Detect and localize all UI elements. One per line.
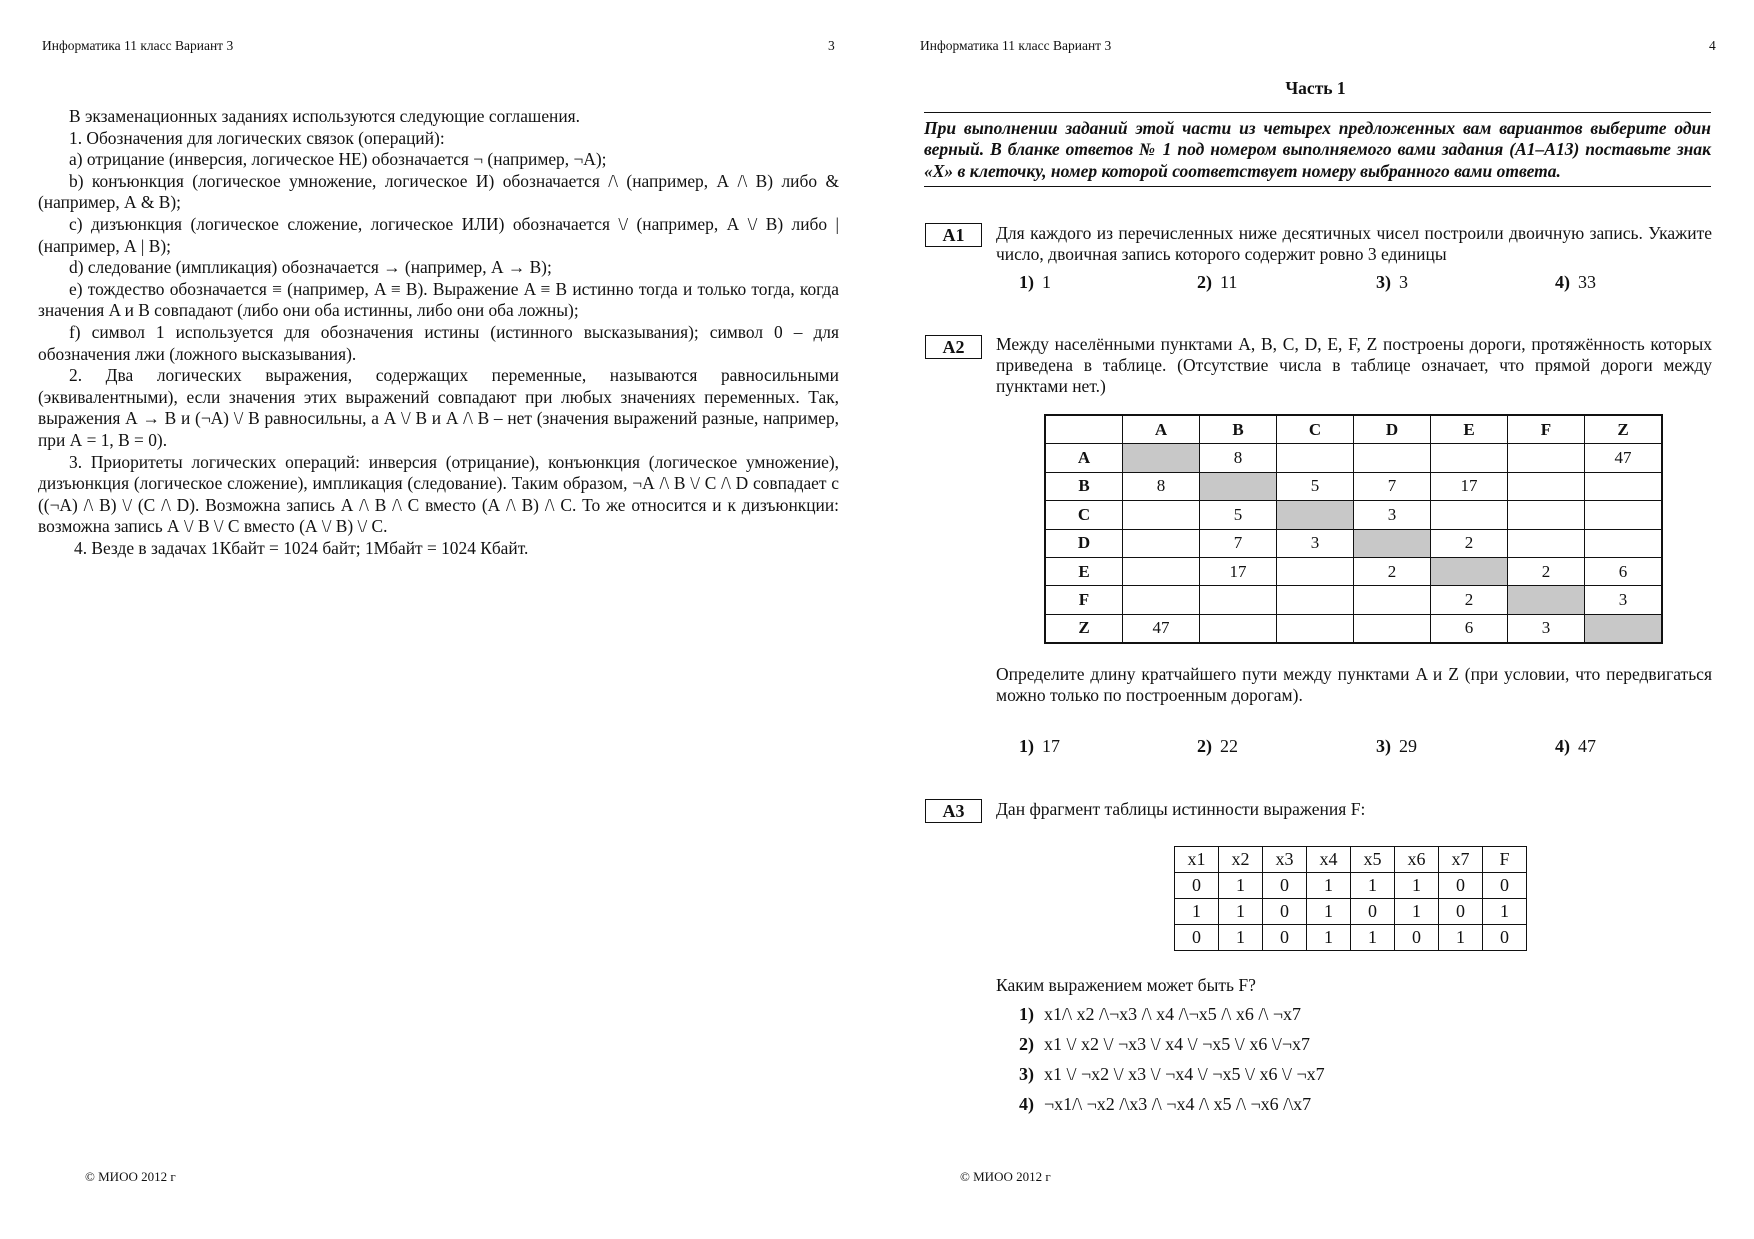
table-cell <box>1200 614 1277 643</box>
table-row <box>1045 586 1662 614</box>
table-cell <box>1431 444 1508 472</box>
table-header-cell: D <box>1354 415 1431 444</box>
page-footer: © МИОО 2012 г <box>960 1169 1051 1184</box>
table-row <box>1045 444 1662 472</box>
table-header-cell: x2 <box>1219 847 1263 873</box>
answer-option: 1) x1/\ x2 /\¬x3 /\ x4 /\¬x5 /\ x6 /\ ¬x7 <box>1019 1004 1301 1024</box>
table-header-cell: A <box>1123 415 1200 444</box>
table-header-cell: x4 <box>1307 847 1351 873</box>
conventions-item: 2. Два логических выражения, содержащих переменные, называются равносильными (эквивалентными), если значения этих выражений совпадают при любых значениях переменных. Так, выражения А → В и (¬А) \/ В равносильны, а А \/ В и А /\ В – нет (значения выражений разные, например, при А = 1, В = 0). <box>38 365 839 450</box>
table-cell <box>1508 501 1585 529</box>
table-cell: 1 <box>1351 873 1395 899</box>
table-header-cell: x7 <box>1439 847 1483 873</box>
answer-option: 3) 29 <box>1376 736 1417 756</box>
question-text-a2: Между населёнными пунктами A, B, C, D, E, F, Z построены дороги, протяжённость которых приведена в таблице. (Отсутствие числа в таблице означает, что прямой дороги между пунктами нет.) <box>996 334 1712 397</box>
table-cell: 8 <box>1200 444 1277 472</box>
conventions-item: 1. Обозначения для логических связок (операций): <box>69 127 445 148</box>
table-header-cell: x1 <box>1175 847 1219 873</box>
answer-option: 4) 47 <box>1555 736 1596 756</box>
table-row <box>1045 614 1662 643</box>
row-label: A <box>1045 444 1123 472</box>
table-cell: 1 <box>1175 899 1219 925</box>
question-text-a1: Для каждого из перечисленных ниже десятичных чисел построили двоичную запись. Укажите число, двоичная запись которого содержит ровно 3 единицы <box>996 223 1712 265</box>
table-cell: 1 <box>1439 925 1483 951</box>
table-cell: 2 <box>1431 529 1508 557</box>
table-cell <box>1431 501 1508 529</box>
question-text-a3: Дан фрагмент таблицы истинности выражения F: <box>996 799 1366 819</box>
table-cell: 1 <box>1395 899 1439 925</box>
table-cell <box>1585 501 1663 529</box>
table-cell: 2 <box>1354 557 1431 585</box>
table-header-cell: F <box>1483 847 1527 873</box>
conventions-item: d) следование (импликация) обозначается → (например, А → В); <box>69 257 552 278</box>
table-cell: 0 <box>1175 873 1219 899</box>
table-cell: 3 <box>1585 586 1663 614</box>
table-header-cell: x6 <box>1395 847 1439 873</box>
conventions-block <box>38 106 839 559</box>
answer-option: 1) 1 <box>1019 272 1051 292</box>
table-cell: 47 <box>1585 444 1663 472</box>
table-row <box>1045 557 1662 585</box>
table-cell-shaded <box>1508 586 1585 614</box>
table-cell <box>1354 586 1431 614</box>
table-cell-shaded <box>1585 614 1663 643</box>
answer-option: 1) 17 <box>1019 736 1060 756</box>
table-cell: 2 <box>1508 557 1585 585</box>
table-cell: 8 <box>1123 472 1200 500</box>
question-label-a2: А2 <box>925 335 982 359</box>
table-cell: 0 <box>1263 899 1307 925</box>
part-title: Часть 1 <box>1285 78 1346 98</box>
answer-option: 2) 11 <box>1197 272 1238 292</box>
table-header-row <box>1045 415 1662 444</box>
table-header-cell: C <box>1277 415 1354 444</box>
table-cell: 5 <box>1200 501 1277 529</box>
table-cell: 0 <box>1483 873 1527 899</box>
table-cell: 0 <box>1395 925 1439 951</box>
table-cell <box>1277 444 1354 472</box>
table-cell <box>1123 557 1200 585</box>
table-cell: 1 <box>1219 873 1263 899</box>
table-cell: 1 <box>1219 899 1263 925</box>
answer-option: 3) x1 \/ ¬x2 \/ x3 \/ ¬x4 \/ ¬x5 \/ x6 \/ ¬x7 <box>1019 1064 1325 1084</box>
table-cell-shaded <box>1277 501 1354 529</box>
table-cell <box>1354 444 1431 472</box>
question-label-a1: А1 <box>925 223 982 247</box>
row-label: C <box>1045 501 1123 529</box>
table-cell <box>1585 472 1663 500</box>
page-header: Информатика 11 класс Вариант 3 <box>42 38 234 53</box>
table-cell: 0 <box>1351 899 1395 925</box>
table-cell-shaded <box>1354 529 1431 557</box>
table-cell: 17 <box>1200 557 1277 585</box>
table-cell <box>1200 586 1277 614</box>
page-number: 3 <box>828 38 835 53</box>
conventions-item: f) символ 1 используется для обозначения истины (истинного высказывания); символ 0 – для обозначения лжи (ложного высказывания). <box>38 321 839 364</box>
conventions-intro: В экзаменационных заданиях используются следующие соглашения. <box>69 106 580 126</box>
page-number: 4 <box>1709 38 1716 53</box>
page-footer: © МИОО 2012 г <box>85 1169 176 1184</box>
table-cell: 0 <box>1175 925 1219 951</box>
table-cell: 6 <box>1585 557 1663 585</box>
table-header-cell: x3 <box>1263 847 1307 873</box>
distance-table <box>1044 414 1663 644</box>
table-cell <box>1123 586 1200 614</box>
table-header-cell: B <box>1200 415 1277 444</box>
row-label: Z <box>1045 614 1123 643</box>
table-cell: 0 <box>1483 925 1527 951</box>
table-row <box>1175 873 1527 899</box>
table-cell <box>1277 557 1354 585</box>
row-label: E <box>1045 557 1123 585</box>
answer-option: 4) 33 <box>1555 272 1596 292</box>
table-cell <box>1354 614 1431 643</box>
table-cell: 0 <box>1439 873 1483 899</box>
answer-option: 4) ¬x1/\ ¬x2 /\x3 /\ ¬x4 /\ x5 /\ ¬x6 /\x7 <box>1019 1094 1312 1114</box>
table-cell: 5 <box>1277 472 1354 500</box>
table-cell: 1 <box>1483 899 1527 925</box>
table-cell: 6 <box>1431 614 1508 643</box>
table-row <box>1045 529 1662 557</box>
table-cell: 7 <box>1354 472 1431 500</box>
table-cell: 1 <box>1351 925 1395 951</box>
table-cell: 0 <box>1439 899 1483 925</box>
page-header: Информатика 11 класс Вариант 3 <box>920 38 1112 53</box>
table-header-cell: x5 <box>1351 847 1395 873</box>
table-header-cell: F <box>1508 415 1585 444</box>
table-header-cell: Z <box>1585 415 1663 444</box>
table-row <box>1045 472 1662 500</box>
table-header-row <box>1175 847 1527 873</box>
table-cell: 1 <box>1307 899 1351 925</box>
table-cell: 2 <box>1431 586 1508 614</box>
table-cell <box>1123 529 1200 557</box>
conventions-item: e) тождество обозначается ≡ (например, A ≡ B). Выражение A ≡ B истинно тогда и только тогда, когда значения A и B совпадают (либо они оба истинны, либо они оба ложны); <box>38 278 839 321</box>
table-row <box>1045 501 1662 529</box>
row-label: F <box>1045 586 1123 614</box>
conventions-item: c) дизъюнкция (логическое сложение, логическое ИЛИ) обозначается \/ (например, А \/ В) либо | (например, А | В); <box>38 213 839 256</box>
table-cell <box>1508 529 1585 557</box>
answer-option: 2) x1 \/ x2 \/ ¬x3 \/ x4 \/ ¬x5 \/ x6 \/¬x7 <box>1019 1034 1310 1054</box>
answer-option: 3) 3 <box>1376 272 1408 292</box>
table-cell <box>1508 472 1585 500</box>
table-cell: 0 <box>1263 873 1307 899</box>
table-cell: 1 <box>1395 873 1439 899</box>
table-corner <box>1045 415 1123 444</box>
part-instructions: При выполнении заданий этой части из четырех предложенных вам вариантов выберите один верный. В бланке ответов № 1 под номером выполняемого вами задания (А1–А13) поставьте знак «Х» в клеточку, номер которой соответствует номеру выбранного вами ответа. <box>924 112 1711 187</box>
conventions-item: 3. Приоритеты логических операций: инверсия (отрицание), конъюнкция (логическое умножение), дизъюнкция (логическое сложение), импликация (следование). Таким образом, ¬А /\ В \/ С /\ D совпадает с ((¬А) /\ В) \/ (С /\ D). Возможна запись А /\ В /\ С вместо (А /\ В) /\ С. То же относится и к дизъюнкции: возможна запись А \/ В \/ С вместо (А \/ В) \/ С. <box>38 451 839 537</box>
table-cell-shaded <box>1123 444 1200 472</box>
table-cell: 3 <box>1508 614 1585 643</box>
question-label-a3: А3 <box>925 799 982 823</box>
table-cell <box>1123 501 1200 529</box>
table-header-cell: E <box>1431 415 1508 444</box>
truth-table <box>1174 846 1527 951</box>
table-cell <box>1508 444 1585 472</box>
table-cell <box>1277 614 1354 643</box>
table-row <box>1175 899 1527 925</box>
table-cell: 3 <box>1354 501 1431 529</box>
table-cell: 3 <box>1277 529 1354 557</box>
table-cell <box>1585 529 1663 557</box>
conventions-item: 4. Везде в задачах 1Кбайт = 1024 байт; 1Мбайт = 1024 Кбайт. <box>74 537 529 558</box>
question-text-a2-followup: Определите длину кратчайшего пути между пунктами A и Z (при условии, что передвигаться можно только по построенным дорогам). <box>996 664 1712 706</box>
answer-option: 2) 22 <box>1197 736 1238 756</box>
table-cell: 0 <box>1263 925 1307 951</box>
table-cell: 1 <box>1307 925 1351 951</box>
conventions-item: b) конъюнкция (логическое умножение, логическое И) обозначается /\ (например, А /\ В) либо & (например, А & В); <box>38 170 839 213</box>
table-cell: 1 <box>1307 873 1351 899</box>
table-cell-shaded <box>1431 557 1508 585</box>
conventions-item: a) отрицание (инверсия, логическое НЕ) обозначается ¬ (например, ¬А); <box>69 149 607 170</box>
table-row <box>1175 925 1527 951</box>
row-label: B <box>1045 472 1123 500</box>
table-cell-shaded <box>1200 472 1277 500</box>
row-label: D <box>1045 529 1123 557</box>
table-cell: 17 <box>1431 472 1508 500</box>
table-cell: 7 <box>1200 529 1277 557</box>
table-cell <box>1277 586 1354 614</box>
table-cell: 47 <box>1123 614 1200 643</box>
right-page <box>877 0 1754 1239</box>
question-text-a3-followup: Каким выражением может быть F? <box>996 975 1256 995</box>
table-cell: 1 <box>1219 925 1263 951</box>
